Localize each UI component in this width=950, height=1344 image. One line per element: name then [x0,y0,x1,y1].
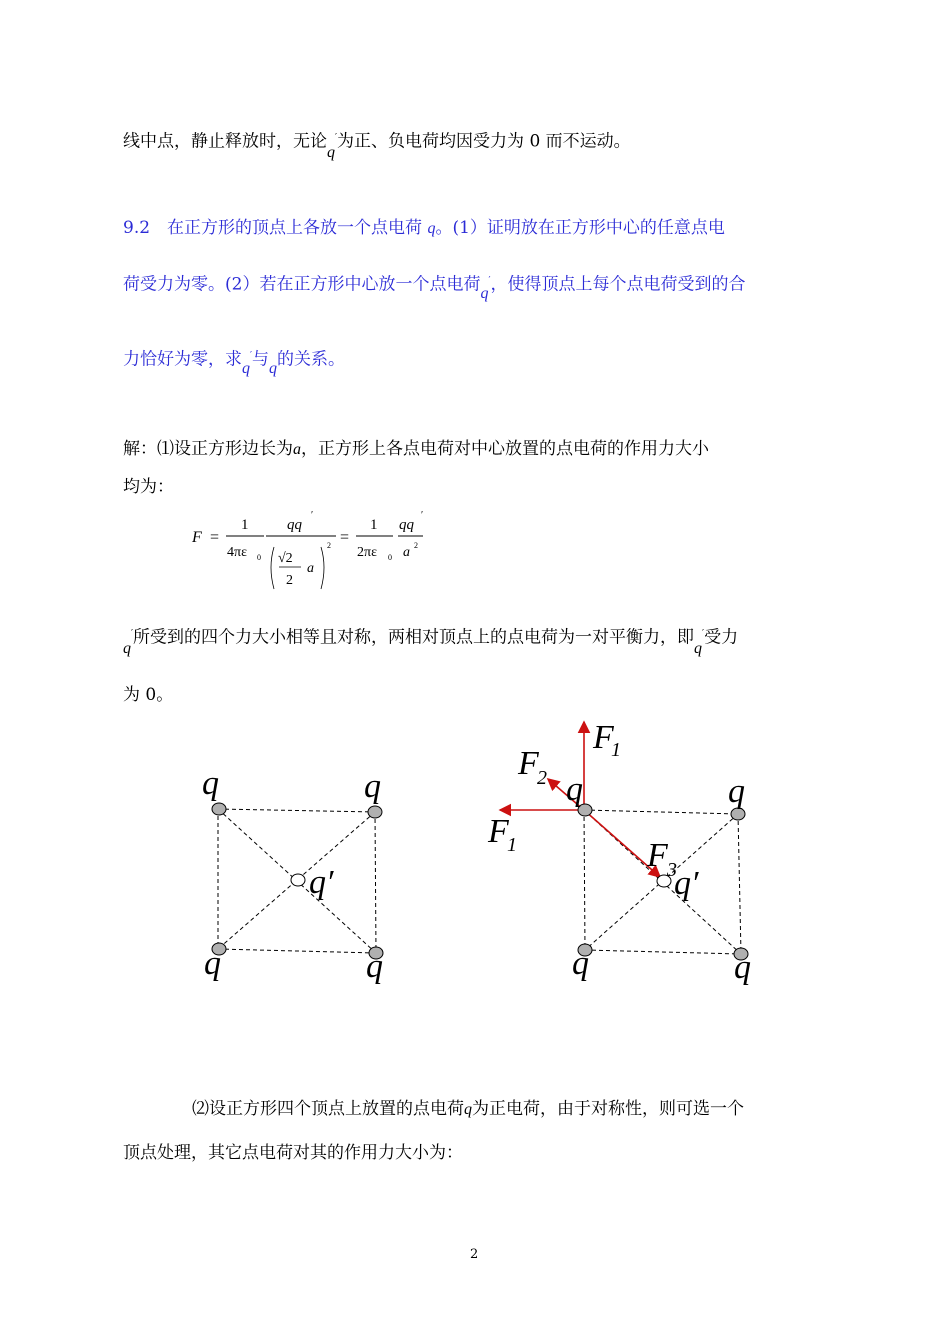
label-f1-left: F [488,813,509,850]
part2-line-1 [192,1098,744,1121]
label-q: q [734,949,751,986]
solution-line-2 [123,476,174,498]
power-two: 2 [327,541,331,550]
square-charges-diagram [190,760,430,1000]
text-segment: 的关系。 [277,349,346,370]
frac3-num: 1 [370,517,378,533]
text-segment: ⑵设正方形四个顶点上放置的点电荷 [192,1099,464,1119]
text-segment: 均为： [123,477,174,497]
sub-zero: 0 [257,553,261,562]
prime-mark: ′ [250,351,253,361]
prime-mark: ′ [702,629,705,639]
charge-top-left [212,803,226,815]
text-segment: 顶点处理，其它点电荷对其的作用力大小为： [123,1143,463,1163]
center-charge [291,874,305,886]
solution-line-3 [123,623,739,657]
label-f2-sub: 2 [537,767,547,789]
label-q: q [364,768,381,805]
text-segment: 与 [252,349,270,370]
problem-line-3 [123,345,346,377]
page-number: 2 [470,1247,479,1262]
label-f1-left-sub: 1 [507,834,517,856]
label-q: q [366,948,383,985]
var-q: q [242,359,250,377]
var-q: q [427,220,436,237]
text-segment: 9.2 在正方形的顶点上各放一个点电荷 [123,218,423,238]
var-a: a [293,441,301,458]
solution-line-4 [123,684,173,706]
text-segment: 线中点，静止释放时，无论 [123,131,327,152]
sqrt-two: √2 [278,551,293,566]
part2-line-2 [123,1142,463,1164]
text-segment: ，使得顶点上每个点电荷受到的合 [490,274,746,295]
problem-line-2 [123,270,746,302]
label-f3: F [647,837,668,874]
label-q: q [202,765,219,802]
prime-mark: ′ [131,629,134,639]
formula-equals: = [210,529,220,546]
text-segment: ，正方形上各点电荷对中心放置的点电荷的作用力大小 [301,439,709,459]
label-f2: F [518,745,539,782]
var-q: q [327,143,335,161]
var-q: q [480,284,489,302]
label-q-prime: q′ [309,864,334,901]
force-diagram [480,710,800,1000]
frac-den-two: 2 [286,573,293,588]
solution-line-1 [123,438,709,461]
var-q: q [694,639,703,657]
prime-mark: ′ [335,133,338,143]
label-q: q [572,945,589,982]
label-f3-sub: 3 [667,859,677,881]
power-two: 2 [414,541,418,550]
text-segment: 解：⑴设正方形边长为 [123,439,293,459]
text-segment: 。(1）证明放在正方形中心的任意点电 [435,218,725,238]
prime-mark: ′ [488,276,491,286]
label-q: q [728,773,745,810]
text-segment: 为 0。 [123,685,174,705]
coulomb-formula [190,505,450,605]
text-segment: 为正电荷，由于对称性，则可选一个 [472,1099,744,1119]
var-q: q [464,1101,472,1118]
prime-mark: ′ [421,510,424,521]
text-segment: 所受到的四个力大小相等且对称，两相对顶点上的点电荷为一对平衡力，即 [133,627,695,648]
frac4-num: qq [399,517,414,533]
label-q: q [566,771,583,808]
text-segment: 为正、负电荷均因受力为 0 而不运动。 [337,131,631,152]
frac3-den: 2πε [357,545,377,560]
paragraph-continuation [123,127,631,161]
frac1-den: 4πε [227,545,247,560]
var-q: q [269,359,278,377]
formula-equals: = [340,529,350,546]
label-q: q [204,945,221,982]
frac1-num: 1 [241,517,249,533]
var-a: a [307,561,314,576]
text-segment: 荷受力为零。(2）若在正方形中心放一个点电荷 [123,274,481,295]
label-f1-top-sub: 1 [611,739,621,761]
var-q: q [123,639,131,657]
label-q-prime: q′ [674,865,699,902]
prime-mark: ′ [311,510,314,521]
charge-top-right [368,806,382,818]
frac4-den: a [403,545,410,560]
label-f1-top: F [593,719,614,756]
problem-line-1 [123,217,725,240]
text-segment: 受力 [704,627,739,648]
sub-zero: 0 [388,553,392,562]
frac2-num: qq [287,517,302,533]
formula-lhs: F [192,529,202,546]
text-segment: 力恰好为零，求 [123,349,242,370]
